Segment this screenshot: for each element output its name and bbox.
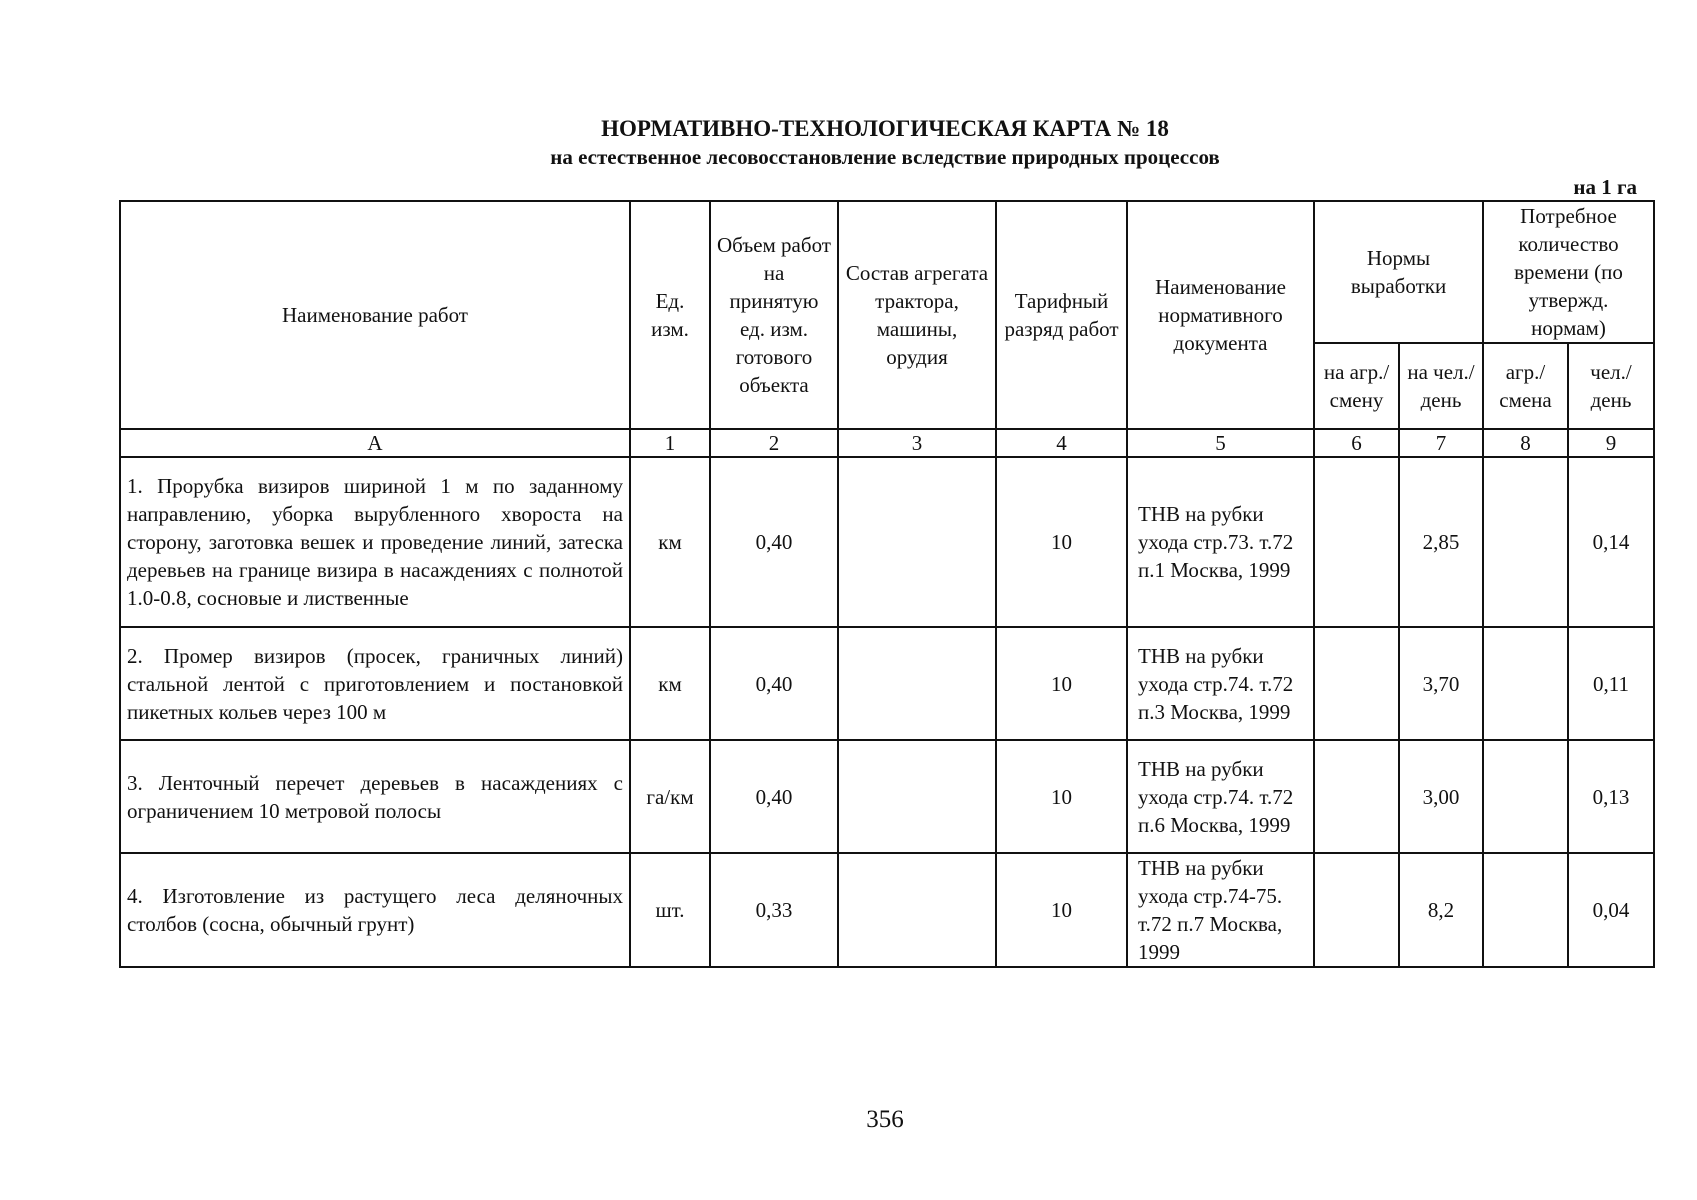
header-time-required: Потребное количество времени (по утвержд. нормам) — [1483, 201, 1654, 343]
header-tariff: Тарифный разряд работ — [996, 201, 1127, 429]
header-output-norms: Нормы выработки — [1314, 201, 1483, 343]
volume-cell: 0,33 — [710, 853, 838, 967]
norm-man-cell: 3,70 — [1399, 627, 1483, 740]
norm-agr-cell — [1314, 740, 1399, 853]
time-man-cell: 0,14 — [1568, 457, 1654, 627]
column-index: 2 — [710, 429, 838, 457]
column-index-row — [120, 429, 1654, 457]
norm-man-cell: 3,00 — [1399, 740, 1483, 853]
table-row — [120, 627, 1654, 740]
norm-man-cell: 8,2 — [1399, 853, 1483, 967]
time-agr-cell — [1483, 740, 1568, 853]
unit-cell: шт. — [630, 853, 710, 967]
work-name: 4. Изготовление из растущего леса деляночных столбов (сосна, обычный грунт) — [120, 853, 630, 967]
page-number: 356 — [866, 1106, 904, 1133]
time-man-cell: 0,11 — [1568, 627, 1654, 740]
unit-cell: км — [630, 627, 710, 740]
norm-man-cell: 2,85 — [1399, 457, 1483, 627]
tariff-cell: 10 — [996, 627, 1127, 740]
aggregate-cell — [838, 853, 996, 967]
column-index: 3 — [838, 429, 996, 457]
norm-agr-cell — [1314, 627, 1399, 740]
norm-doc-cell: ТНВ на рубки ухода стр.74. т.72 п.3 Москва, 1999 — [1127, 627, 1314, 740]
volume-cell: 0,40 — [710, 627, 838, 740]
unit-cell: га/км — [630, 740, 710, 853]
column-index: 7 — [1399, 429, 1483, 457]
header-per-man-day: на чел./ день — [1399, 343, 1483, 429]
table-row — [120, 853, 1654, 967]
column-index: 1 — [630, 429, 710, 457]
aggregate-cell — [838, 740, 996, 853]
document-title: НОРМАТИВНО-ТЕХНОЛОГИЧЕСКАЯ КАРТА № 18 — [601, 116, 1169, 141]
table-row — [120, 457, 1654, 627]
time-man-cell: 0,04 — [1568, 853, 1654, 967]
work-name: 2. Промер визиров (просек, граничных линий) стальной лентой с приготовлением и постановкой пикетных кольев через 100 м — [120, 627, 630, 740]
norm-agr-cell — [1314, 457, 1399, 627]
tariff-cell: 10 — [996, 740, 1127, 853]
tariff-cell: 10 — [996, 853, 1127, 967]
unit-note: на 1 га — [1573, 175, 1637, 199]
work-name: 3. Ленточный перечет деревьев в насаждениях с ограничением 10 метровой полосы — [120, 740, 630, 853]
norm-agr-cell — [1314, 853, 1399, 967]
aggregate-cell — [838, 457, 996, 627]
header-per-agr-shift: на агр./ смену — [1314, 343, 1399, 429]
norm-doc-cell: ТНВ на рубки ухода стр.74-75. т.72 п.7 Москва, 1999 — [1127, 853, 1314, 967]
volume-cell: 0,40 — [710, 457, 838, 627]
header-agr-shift: агр./ смена — [1483, 343, 1568, 429]
header-volume: Объем работ на принятую ед. изм. готового объекта — [710, 201, 838, 429]
tariff-cell: 10 — [996, 457, 1127, 627]
volume-cell: 0,40 — [710, 740, 838, 853]
header-name: Наименование работ — [120, 201, 630, 429]
header-aggregate: Состав агрегата трактора, машины, орудия — [838, 201, 996, 429]
column-index: 4 — [996, 429, 1127, 457]
header-man-day: чел./ день — [1568, 343, 1654, 429]
column-index: 5 — [1127, 429, 1314, 457]
time-agr-cell — [1483, 853, 1568, 967]
norm-doc-cell: ТНВ на рубки ухода стр.73. т.72 п.1 Москва, 1999 — [1127, 457, 1314, 627]
table-row — [120, 740, 1654, 853]
aggregate-cell — [838, 627, 996, 740]
norm-tech-card-table — [119, 200, 1655, 968]
header-norm-doc: Наименование нормативного документа — [1127, 201, 1314, 429]
time-agr-cell — [1483, 627, 1568, 740]
time-agr-cell — [1483, 457, 1568, 627]
document-subtitle: на естественное лесовосстановление вследствие природных процессов — [550, 145, 1220, 169]
column-index: 8 — [1483, 429, 1568, 457]
unit-cell: км — [630, 457, 710, 627]
column-index: А — [120, 429, 630, 457]
column-index: 9 — [1568, 429, 1654, 457]
time-man-cell: 0,13 — [1568, 740, 1654, 853]
header-unit: Ед. изм. — [630, 201, 710, 429]
norm-doc-cell: ТНВ на рубки ухода стр.74. т.72 п.6 Москва, 1999 — [1127, 740, 1314, 853]
work-name: 1. Прорубка визиров шириной 1 м по заданному направлению, уборка вырубленного хвороста на сторону, заготовка вешек и проведение линий, затеска деревьев на границе визира в насаждениях с полнотой 1.0-0.8, сосновые и лиственные — [120, 457, 630, 627]
column-index: 6 — [1314, 429, 1399, 457]
